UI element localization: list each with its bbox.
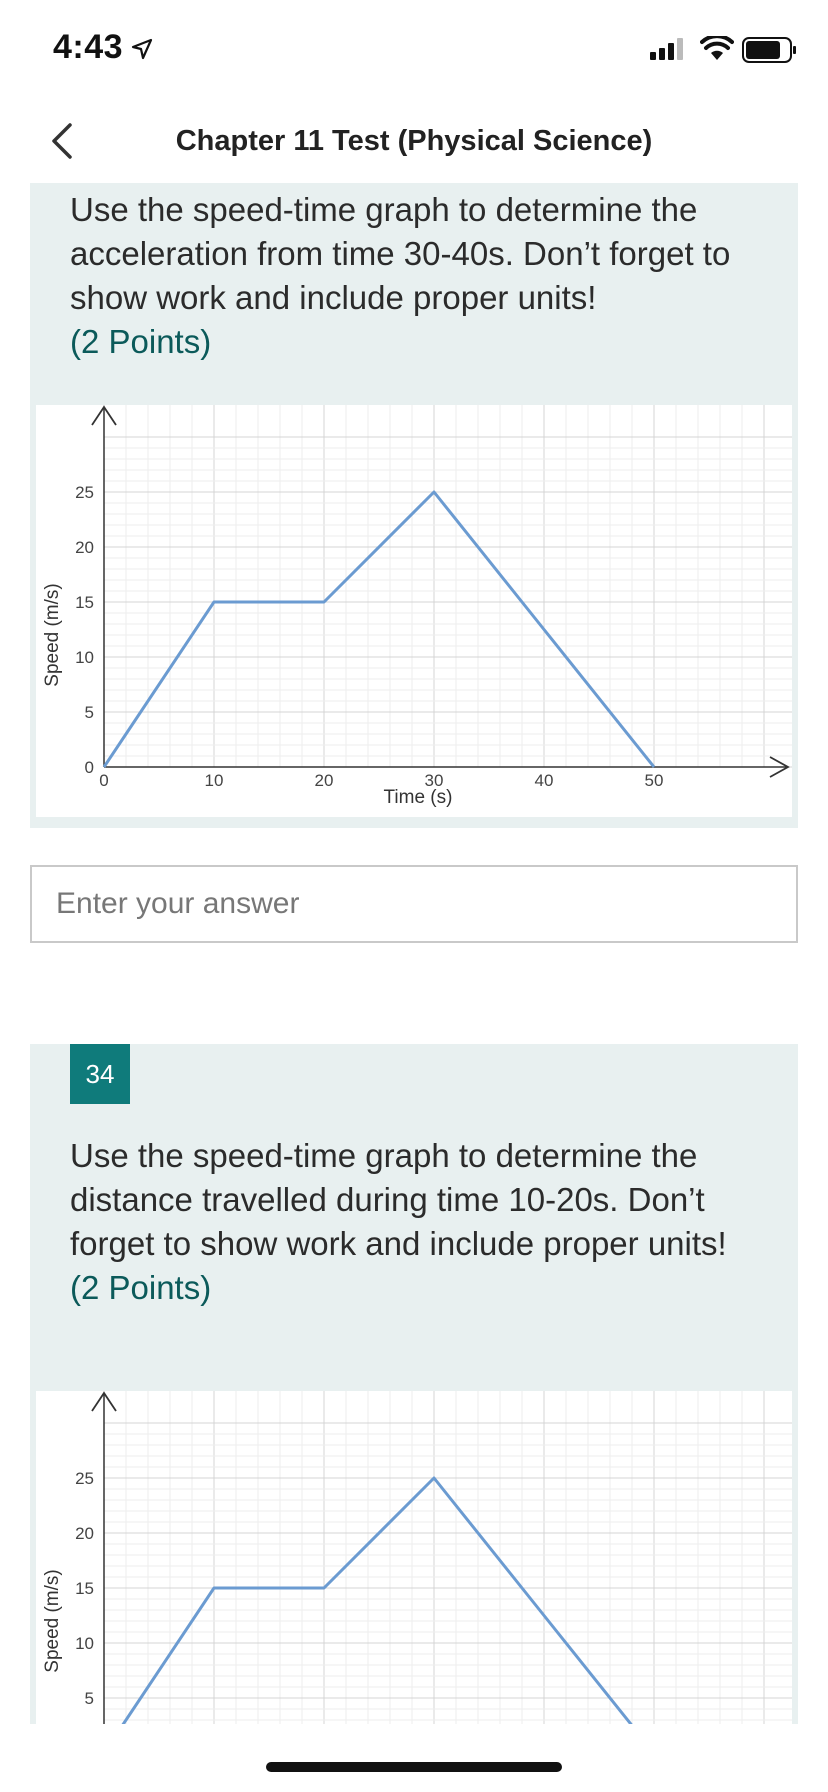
answer-input[interactable] xyxy=(30,865,798,943)
chart-svg xyxy=(36,1391,792,1724)
x-axis-label: Time (s) xyxy=(383,787,453,808)
y-tick-label: 15 xyxy=(75,1579,94,1598)
cellular-signal-icon xyxy=(650,38,690,60)
y-tick-label: 0 xyxy=(84,758,94,777)
question-prompt: Use the speed-time graph to determine the acceleration from time 30-40s. Don’t forget to show work and include proper units! xyxy=(70,191,731,316)
x-tick-label: 10 xyxy=(204,771,224,790)
nav-bar xyxy=(0,105,828,175)
question-text-2 xyxy=(70,1134,770,1310)
question-points: (2 Points) xyxy=(70,323,212,360)
x-tick-label: 40 xyxy=(534,771,554,790)
y-axis-label: Speed (m/s) xyxy=(42,1569,63,1673)
x-tick-label: 0 xyxy=(99,771,109,790)
y-tick-label: 5 xyxy=(84,1689,94,1708)
x-tick-label: 30 xyxy=(424,771,444,790)
y-tick-label: 10 xyxy=(75,1634,94,1653)
question-card-1 xyxy=(30,183,798,828)
speed-time-chart-2 xyxy=(36,1391,792,1724)
x-tick-label: 20 xyxy=(314,771,334,790)
page-title: Chapter 11 Test (Physical Science) xyxy=(175,125,653,157)
question-card-2 xyxy=(30,1044,798,1724)
question-prompt: Use the speed-time graph to determine the distance travelled during time 10-20s. Don’t forget to show work and include proper units! xyxy=(70,1137,727,1262)
x-tick-label: 50 xyxy=(644,771,664,790)
y-axis-label: Speed (m/s) xyxy=(42,583,63,687)
status-bar xyxy=(0,0,828,100)
y-tick-label: 20 xyxy=(75,1524,94,1543)
y-tick-label: 25 xyxy=(75,1469,94,1488)
chart-svg xyxy=(36,405,792,817)
speed-time-chart-1 xyxy=(36,405,792,817)
y-tick-label: 5 xyxy=(84,703,94,722)
home-indicator xyxy=(266,1762,562,1772)
y-tick-label: 25 xyxy=(75,483,94,502)
question-text-1 xyxy=(70,188,770,364)
question-number-badge: 34 xyxy=(70,1044,130,1104)
y-tick-label: 15 xyxy=(75,593,94,612)
battery-icon xyxy=(742,36,798,64)
wifi-icon xyxy=(700,36,734,62)
status-time: 4:43 xyxy=(53,28,124,66)
location-arrow-icon xyxy=(131,38,153,60)
y-tick-label: 20 xyxy=(75,538,94,557)
speed-series-line xyxy=(104,492,654,767)
y-tick-label: 10 xyxy=(75,648,94,667)
question-points: (2 Points) xyxy=(70,1269,212,1306)
